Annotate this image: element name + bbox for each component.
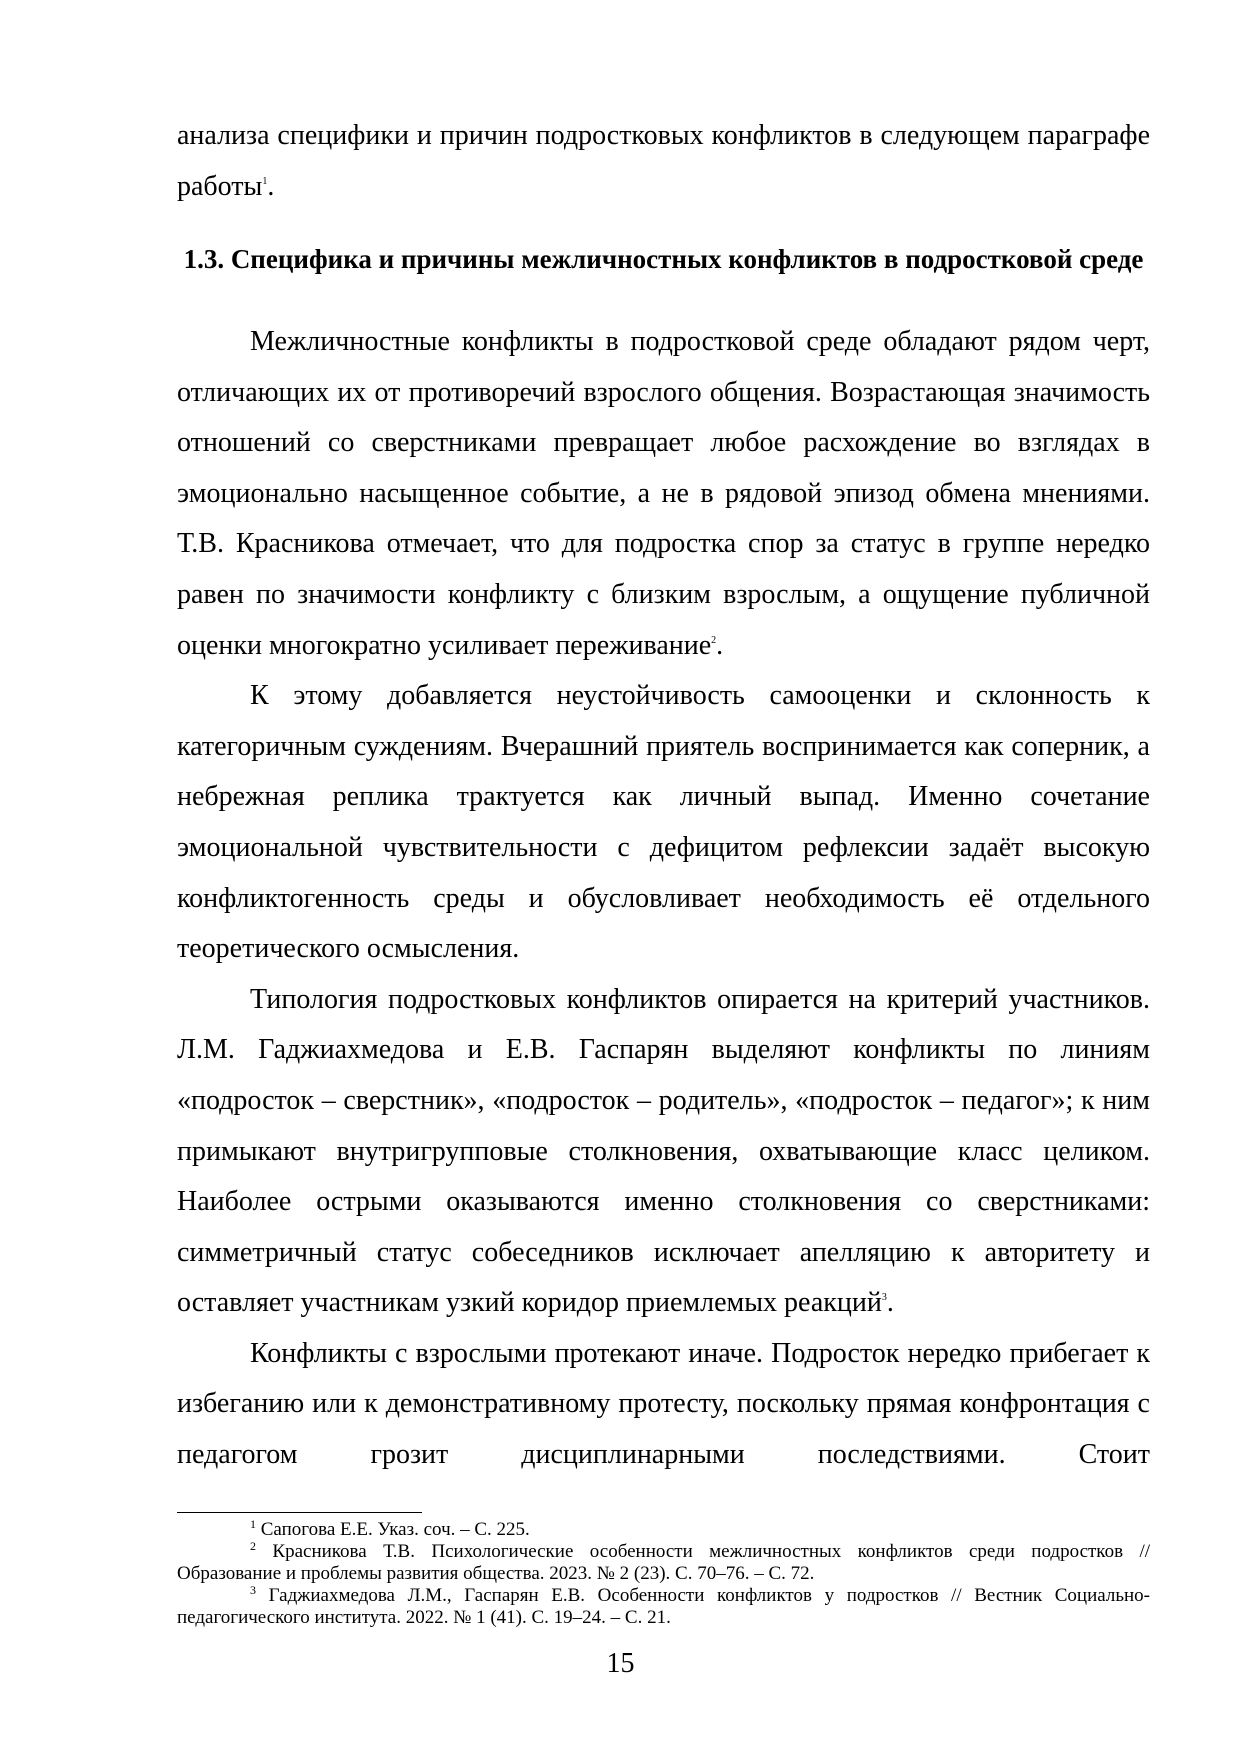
- intro-text: анализа специфики и причин подростковых конфликтов в следующем параграфе работы: [177, 120, 1150, 202]
- paragraph-4: [177, 1329, 1150, 1481]
- footnote-1-number: 1: [250, 1517, 256, 1531]
- paragraph-2-text: К этому добавляется неустойчивость самооценки и склонность к категоричным суждениям. Вчерашний приятель воспринимается как соперник, а небрежная реплика трактуется как личный выпад. Именно сочетание эмоциональной чувствительности с дефицитом рефлексии задаёт высокую конфликтогенность среды и обусловливает необходимость её отдельного теоретического осмысления.: [177, 680, 1150, 965]
- paragraph-4-text: Конфликты с взрослыми протекают иначе. Подросток нередко прибегает к избеганию или к демонстративному протесту, поскольку прямая конфронтация с педагогом грозит дисциплинарными последствиями. Стоит: [177, 1337, 1150, 1471]
- footnote-1: [177, 1519, 1150, 1541]
- footnotes: [177, 1519, 1150, 1629]
- paragraph-1-text: Межличностные конфликты в подростковой среде обладают рядом черт, отличающих их от противоречий взрослого общения. Возрастающая значимость отношений со сверстниками превращает любое расхождение во взглядах в эмоционально насыщенное событие, а не в рядовой эпизод обмена мнениями. Т.В. Красникова отмечает, что для подростка спор за статус в группе нередко равен по значимости конфликту с близким взрослым, а ощущение публичной оценки многократно усиливает переживание: [177, 326, 1150, 661]
- footnote-2: [177, 1541, 1150, 1585]
- section-heading: 1.3. Специфика и причины межличностных конфликтов в подростковой среде: [183, 244, 1144, 274]
- footnote-3: [177, 1585, 1150, 1629]
- paragraph-3-tail: .: [886, 1287, 894, 1319]
- footnote-1-text: Сапогова Е.Е. Указ. соч. – С. 225.: [260, 1519, 530, 1540]
- footnote-3-number: 3: [250, 1583, 256, 1597]
- footnote-2-text: Красникова Т.В. Психологические особенности межличностных конфликтов среди подростков // Образование и проблемы развития общества. 2023. № 2 (23). С. 70–76. – С. 72.: [177, 1541, 1151, 1584]
- footnote-ref-3[interactable]: 3: [881, 1292, 887, 1304]
- paragraph-1: [177, 317, 1150, 671]
- footnote-3-text: Гаджиахмедова Л.М., Гаспарян Е.В. Особенности конфликтов у подростков // Вестник Социально-педагогического института. 2022. № 1 (41). С. 19–24. – С. 21.: [177, 1585, 1150, 1628]
- footnote-ref-2[interactable]: 2: [711, 634, 717, 646]
- paragraph-2: [177, 671, 1150, 975]
- intro-tail: .: [267, 170, 275, 202]
- paragraph-3: [177, 975, 1150, 1329]
- page-number: 15: [606, 1648, 635, 1679]
- intro-paragraph: [177, 111, 1150, 212]
- paragraph-3-text: Типология подростковых конфликтов опирается на критерий участников. Л.М. Гаджиахмедова и Е.В. Гаспарян выделяют конфликты по линиям «подросток – сверстник», «подросток – родитель», «подросток – педагог»; к ним примыкают внутригрупповые столкновения, охватывающие класс целиком. Наиболее острыми оказываются именно столкновения со сверстниками: симметричный статус собеседников исключает апелляцию к авторитету и оставляет участникам узкий коридор приемлемых реакций: [177, 983, 1150, 1319]
- footnote-ref-1[interactable]: 1: [262, 175, 268, 187]
- paragraph-1-tail: .: [716, 629, 724, 661]
- footnote-2-number: 2: [250, 1539, 256, 1553]
- body-text: [177, 317, 1150, 1481]
- footnote-separator: [177, 1512, 422, 1513]
